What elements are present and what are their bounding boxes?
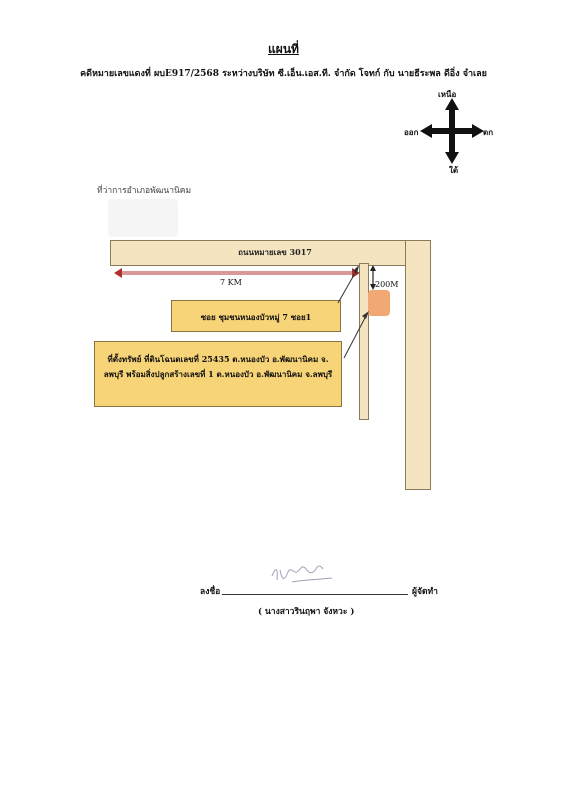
distance-200m-arrow-icon [370,265,376,290]
distance-soi-label: 200M [375,280,399,289]
handwritten-signature [272,566,332,582]
signature-line [222,594,408,595]
sign-label: ลงชื่อ [200,587,221,597]
compass-west-label: ออก [404,127,419,137]
compass-east-label: ตก [483,127,494,137]
compass-north-label: เหนือ [438,89,457,99]
case-subtitle: คดีหมายเลขแดงที่ ผบE917/2568 ระหว่างบริษัท ซี.เอ็น.เอส.ที. จำกัด โจทก์ กับ นายธีระพล ดีอิ่ง จำเลย [80,69,487,79]
printed-name: ( นางสาวรินฤพา จังหวะ ) [258,607,355,617]
compass-arrows-icon [420,98,484,164]
district-office-label: ที่ว่าการอำเภอพัฒนานิคม [97,186,192,196]
distance-road-label: 7 KM [220,278,242,287]
distance-7km-arrow-icon [114,268,360,278]
soi-label-box: ซอย ชุมชนหนองบัวหมู่ 7 ซอย1 [171,300,341,332]
pointer-lines [338,265,369,358]
role-label: ผู้จัดทำ [412,587,438,597]
page-title: แผนที่ [268,42,299,56]
property-line-2: ลพบุรี พร้อมสิ่งปลูกสร้างเลขที่ 1 ต.หนองบัว อ.พัฒนานิคม จ.ลพบุรี [103,369,333,379]
road-label: ถนนหมายเลข 3017 [238,247,312,257]
compass-south-label: ใต้ [449,165,459,175]
property-line-1: ที่ตั้งทรัพย์ ที่ดินโฉนดเลขที่ 25435 ต.หนองบัว อ.พัฒนานิคม จ. [107,354,329,364]
